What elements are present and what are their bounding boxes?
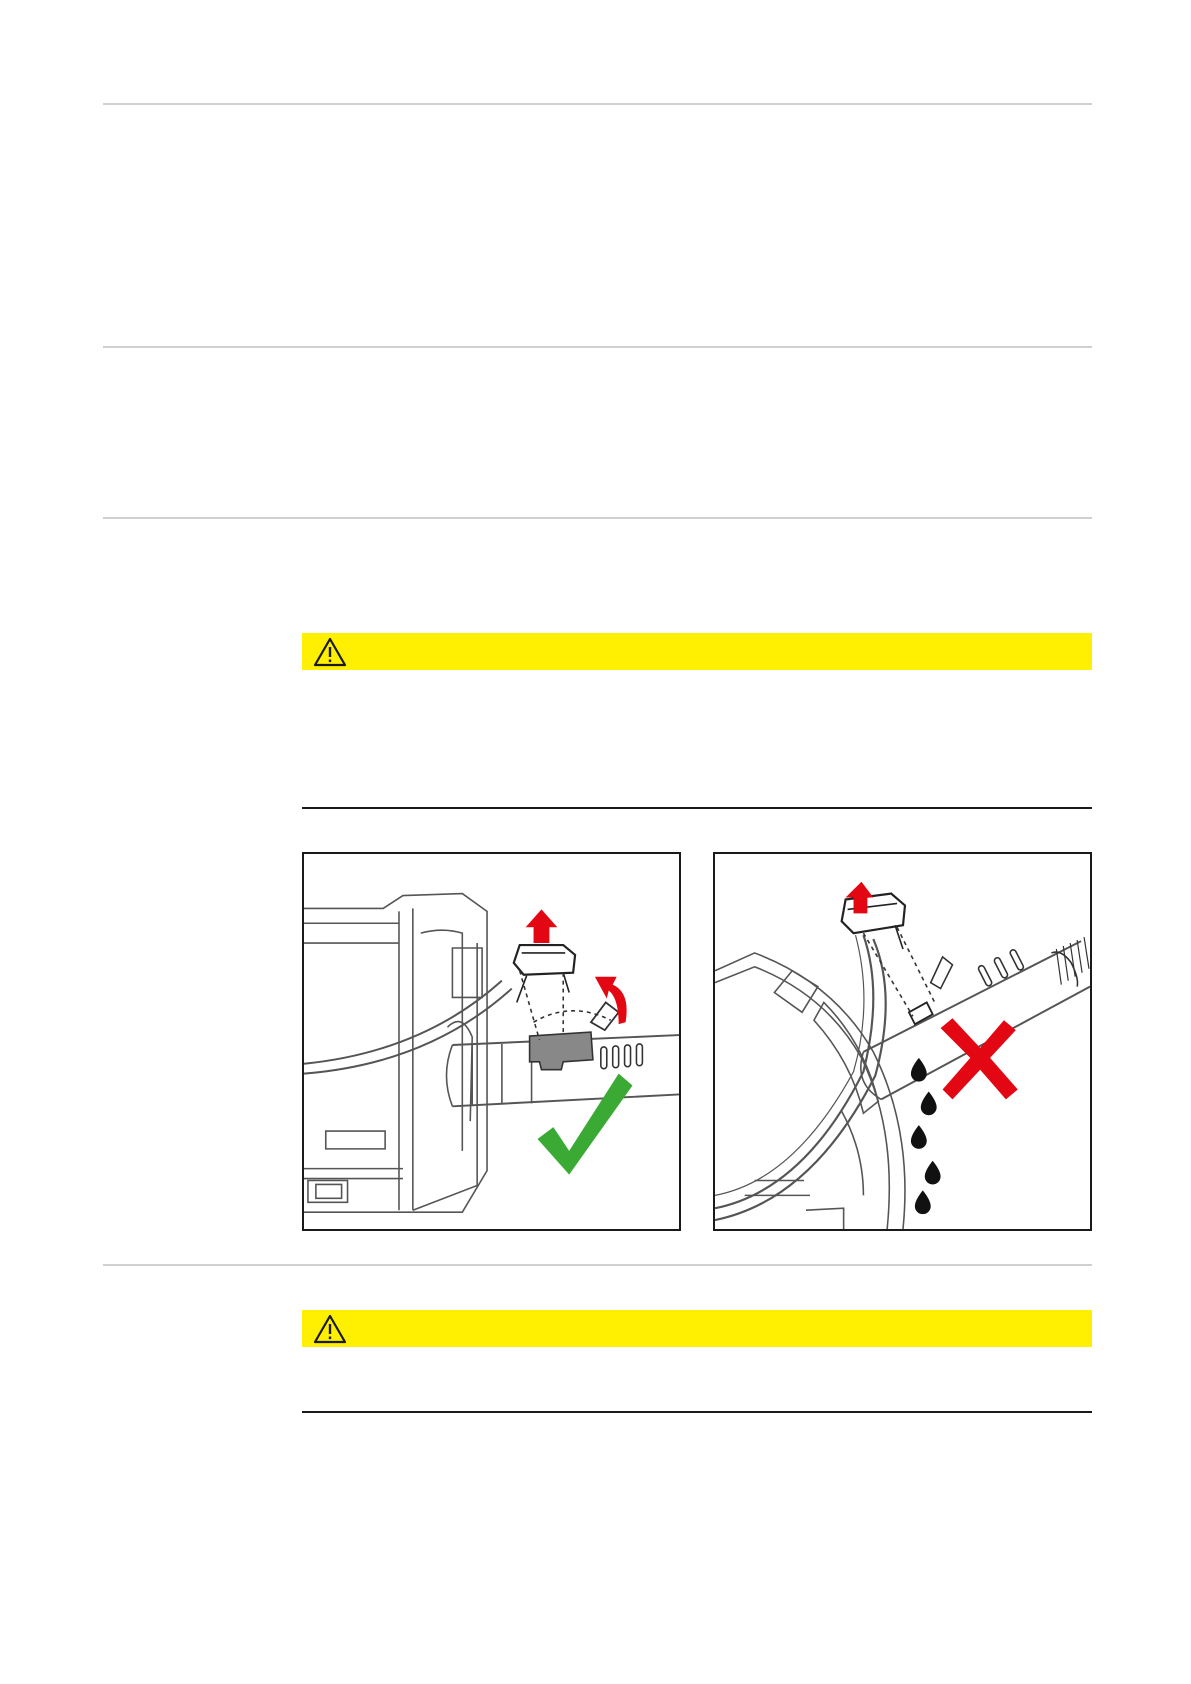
warning-triangle-icon (313, 637, 347, 667)
section-divider (103, 1264, 1092, 1266)
section-divider (103, 346, 1092, 348)
caution-end-rule (302, 807, 1092, 809)
check-mark (538, 1074, 633, 1175)
section-divider (103, 103, 1092, 105)
section-divider (103, 517, 1092, 519)
correct-coolant-connection-illustration (302, 852, 681, 1231)
caution-end-rule (302, 1411, 1092, 1413)
flip-arrow (595, 977, 627, 1024)
lift-arrow (526, 909, 558, 943)
cross-mark (941, 1018, 1018, 1099)
caution-banner (302, 633, 1092, 670)
incorrect-coolant-connection-illustration (713, 852, 1092, 1231)
warning-triangle-icon (313, 1314, 347, 1344)
caution-banner (302, 1310, 1092, 1347)
